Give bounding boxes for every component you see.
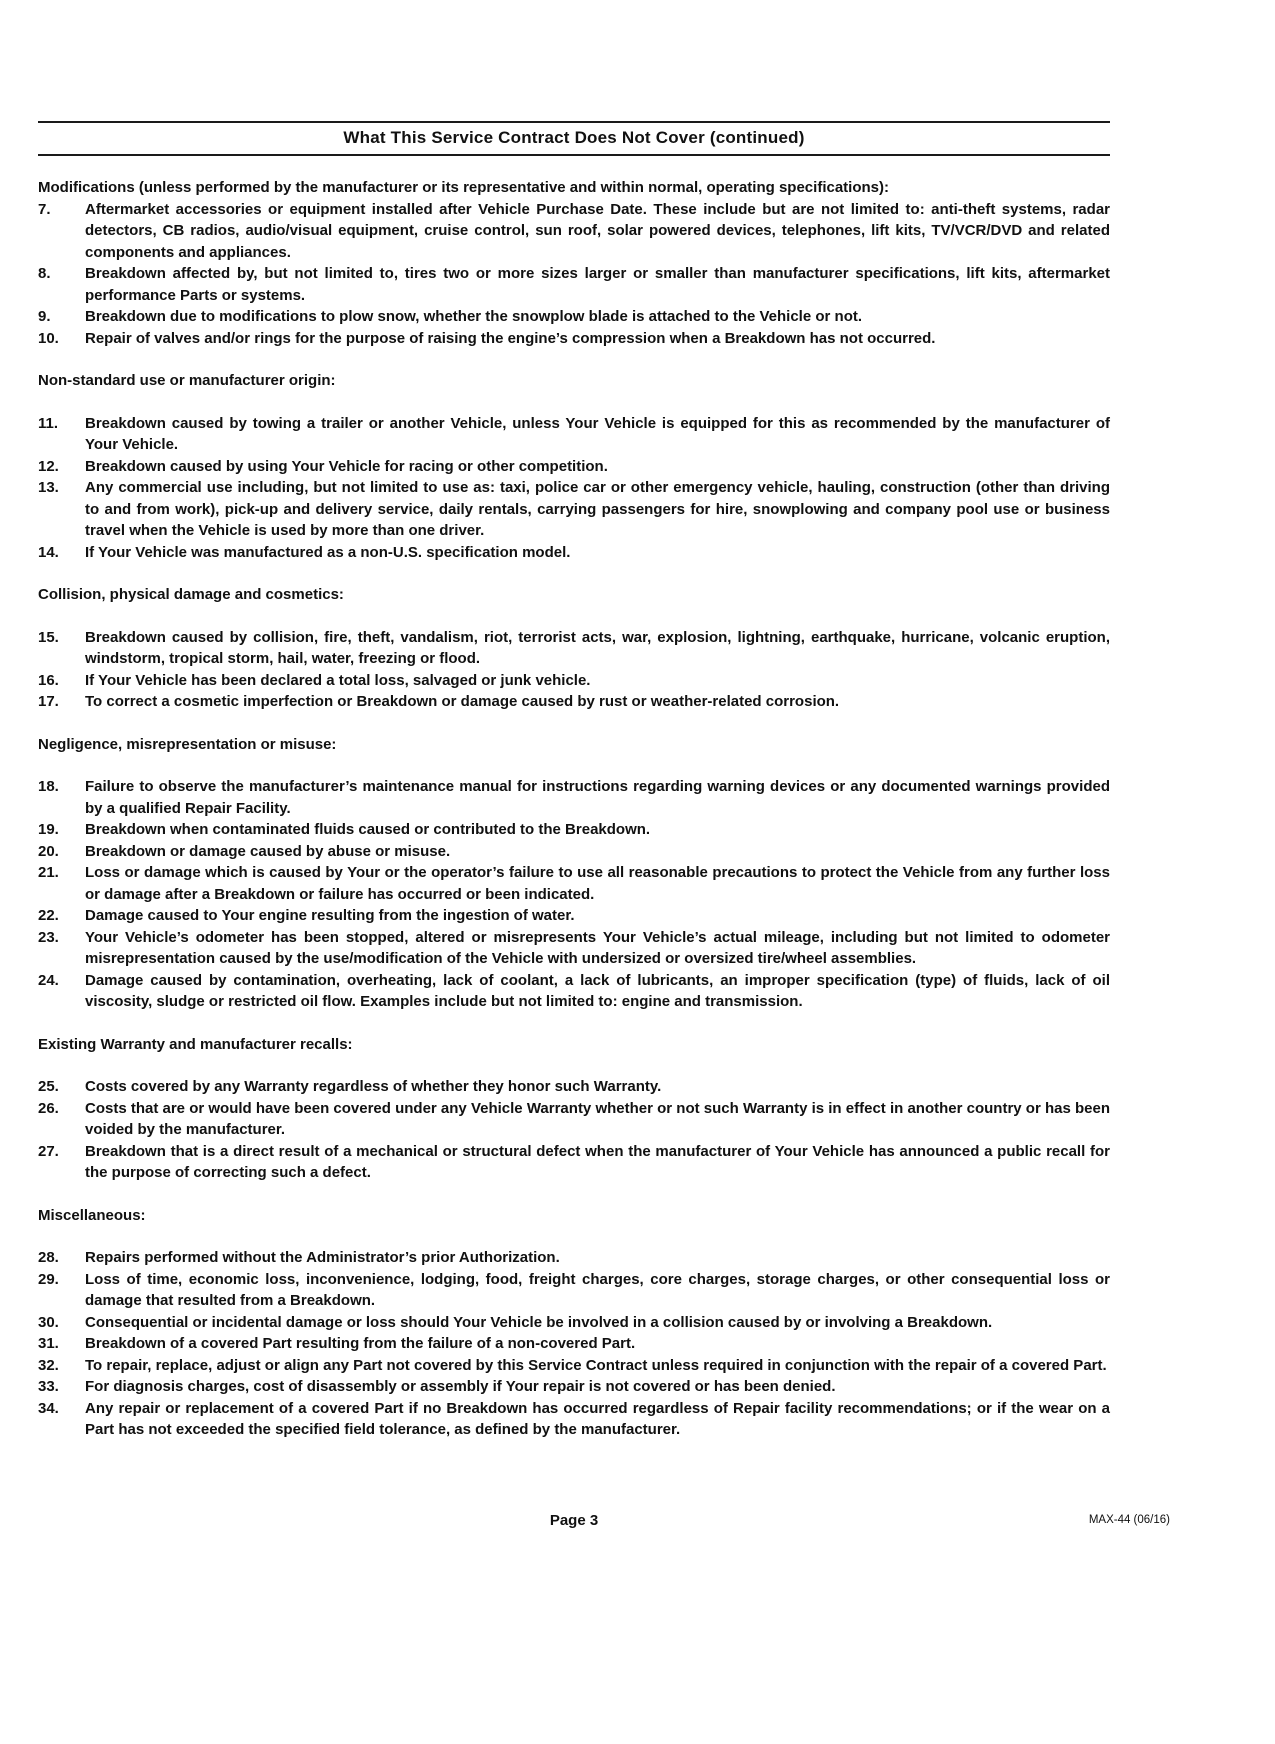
- section-heading: Modifications (unless performed by the manufacturer or its representative and within normal, operating specifications):: [38, 179, 889, 196]
- list-item: [38, 841, 1110, 863]
- item-text: Aftermarket accessories or equipment installed after Vehicle Purchase Date. These include but are not limited to: anti-theft systems, radar detectors, CB radios, audio/visual equipment, cruise control, sun roof, solar powered devices, telephones, lift kits, TV/VCR/DVD and related components and appliances.: [85, 200, 1110, 261]
- item-number: 12.: [38, 457, 59, 475]
- item-text: Damage caused to Your engine resulting from the ingestion of water.: [85, 907, 575, 924]
- doc-code: MAX-44 (06/16): [1088, 1514, 1170, 1526]
- item-number: 10.: [38, 329, 59, 347]
- item-text: Breakdown when contaminated fluids caused or contributed to the Breakdown.: [85, 821, 651, 838]
- list-item: [38, 1398, 1110, 1441]
- list-item: [38, 542, 1110, 564]
- list-item: [38, 1098, 1110, 1141]
- item-number: 29.: [38, 1270, 59, 1288]
- list-item: [38, 306, 1110, 328]
- list-item: [38, 1269, 1110, 1312]
- item-number: 17.: [38, 693, 59, 710]
- item-number: 11.: [38, 414, 59, 432]
- list-item: [38, 627, 1110, 670]
- page-title: What This Service Contract Does Not Cover (continued): [343, 128, 805, 147]
- item-text: Costs covered by any Warranty regardless of whether they honor such Warranty.: [85, 1078, 662, 1095]
- item-number: 21.: [38, 864, 59, 881]
- item-number: 25.: [38, 1078, 59, 1095]
- item-text: Your Vehicle’s odometer has been stopped, altered or misrepresents Your Vehicle’s actual mileage, including but not limited to odometer misrepresentation caused by the use/modification of the Vehicle with undersized or oversized tire/wheel assemblies.: [85, 928, 1110, 967]
- page-number: Page 3: [549, 1512, 599, 1529]
- item-text: Breakdown of a covered Part resulting from the failure of a non-covered Part.: [85, 1335, 636, 1352]
- list-item: [38, 1355, 1110, 1377]
- item-number: 23.: [38, 928, 59, 946]
- item-number: 14.: [38, 543, 59, 561]
- section-heading: Negligence, misrepresentation or misuse:: [38, 735, 337, 753]
- item-number: 16.: [38, 671, 59, 689]
- item-number: 9.: [38, 308, 51, 325]
- item-text: Damage caused by contamination, overheating, lack of coolant, a lack of lubricants, an improper specification (type) of fluids, lack of oil viscosity, sludge or restricted oil flow. Examples include but not limited to: engine and transmission.: [85, 971, 1110, 1010]
- item-number: 24.: [38, 971, 59, 989]
- item-text: Costs that are or would have been covered under any Vehicle Warranty whether or not such Warranty is in effect in another country or has been voided by the manufacturer.: [85, 1099, 1110, 1138]
- list-item: [38, 263, 1110, 306]
- list-item: [38, 776, 1110, 819]
- item-text: Breakdown due to modifications to plow snow, whether the snowplow blade is attached to the Vehicle or not.: [85, 308, 863, 325]
- list-item: [38, 905, 1110, 927]
- section-heading: Miscellaneous:: [38, 1206, 146, 1224]
- list-item: [38, 862, 1110, 905]
- item-number: 20.: [38, 842, 59, 860]
- item-number: 26.: [38, 1099, 59, 1117]
- item-text: Breakdown caused by using Your Vehicle for racing or other competition.: [85, 457, 608, 475]
- item-text: Breakdown caused by towing a trailer or another Vehicle, unless Your Vehicle is equipped for this as recommended by the manufacturer of Your Vehicle.: [85, 414, 1110, 453]
- list-item: [38, 691, 1110, 713]
- item-number: 28.: [38, 1249, 59, 1266]
- item-text: Breakdown affected by, but not limited to, tires two or more sizes larger or smaller than manufacturer specifications, lift kits, aftermarket performance Parts or systems.: [85, 265, 1110, 304]
- list-item: [38, 1312, 1110, 1334]
- list-item: [38, 1376, 1110, 1398]
- item-text: Loss of time, economic loss, inconvenience, lodging, food, freight charges, core charges, storage charges, or other consequential loss or damage that resulted from a Breakdown.: [85, 1270, 1110, 1309]
- item-number: 15.: [38, 628, 59, 646]
- list-item: [38, 456, 1110, 478]
- list-item: [38, 328, 1110, 350]
- section-heading: Non-standard use or manufacturer origin:: [38, 372, 336, 389]
- list-item: [38, 1141, 1110, 1184]
- item-number: 31.: [38, 1335, 59, 1352]
- item-text: Breakdown caused by collision, fire, theft, vandalism, riot, terrorist acts, war, explosion, lightning, earthquake, hurricane, volcanic eruption, windstorm, tropical storm, hail, water, freezing or flood.: [85, 628, 1110, 667]
- item-number: 27.: [38, 1142, 59, 1160]
- item-text: Consequential or incidental damage or loss should Your Vehicle be involved in a collision caused by or involving a Breakdown.: [85, 1313, 993, 1331]
- item-number: 19.: [38, 821, 59, 838]
- item-number: 34.: [38, 1399, 59, 1417]
- list-item: [38, 819, 1110, 841]
- item-number: 32.: [38, 1356, 59, 1374]
- contract-body: [38, 177, 1110, 1441]
- item-text: If Your Vehicle was manufactured as a non-U.S. specification model.: [85, 543, 571, 561]
- item-text: Any commercial use including, but not limited to use as: taxi, police car or other emergency vehicle, hauling, construction (other than driving to and from work), pick-up and delivery service, daily rentals, carrying passengers for hire, snowplowing and company pool use or business travel when the Vehicle is used by more than one driver.: [85, 479, 1110, 539]
- item-text: Any repair or replacement of a covered Part if no Breakdown has occurred regardless of Repair facility recommendations; or if the wear on a Part has not exceeded the specified field tolerance, as defined by the manufacturer.: [85, 1399, 1110, 1438]
- list-item: [38, 970, 1110, 1013]
- section-heading: Collision, physical damage and cosmetics:: [38, 586, 344, 603]
- list-item: [38, 1247, 1110, 1269]
- list-item: [38, 1333, 1110, 1355]
- item-text: Breakdown or damage caused by abuse or misuse.: [85, 842, 451, 860]
- item-text: Repair of valves and/or rings for the purpose of raising the engine’s compression when a Breakdown has not occurred.: [85, 329, 936, 347]
- title-band: [38, 121, 1110, 156]
- page-footer: [38, 1512, 1170, 1532]
- item-number: 7.: [38, 200, 51, 218]
- item-text: Loss or damage which is caused by Your or the operator’s failure to use all reasonable precautions to protect the Vehicle from any further loss or damage after a Breakdown or failure has occurred or been indicated.: [85, 864, 1110, 903]
- item-number: 8.: [38, 265, 51, 282]
- item-number: 13.: [38, 479, 59, 496]
- item-number: 18.: [38, 778, 59, 795]
- section-heading: Existing Warranty and manufacturer recalls:: [38, 1035, 353, 1053]
- item-text: Failure to observe the manufacturer’s maintenance manual for instructions regarding warning devices or any documented warnings provided by a qualified Repair Facility.: [85, 778, 1110, 817]
- item-text: To repair, replace, adjust or align any Part not covered by this Service Contract unless required in conjunction with the repair of a covered Part.: [85, 1356, 1107, 1374]
- item-text: Breakdown that is a direct result of a mechanical or structural defect when the manufacturer of Your Vehicle has announced a public recall for the purpose of correcting such a defect.: [85, 1142, 1110, 1181]
- item-number: 33.: [38, 1378, 59, 1395]
- list-item: [38, 670, 1110, 692]
- item-text: For diagnosis charges, cost of disassembly or assembly if Your repair is not covered or has been denied.: [85, 1378, 836, 1395]
- list-item: [38, 413, 1110, 456]
- item-number: 30.: [38, 1313, 59, 1331]
- list-item: [38, 1076, 1110, 1098]
- item-text: If Your Vehicle has been declared a total loss, salvaged or junk vehicle.: [85, 671, 591, 689]
- list-item: [38, 477, 1110, 542]
- list-item: [38, 199, 1110, 264]
- item-text: Repairs performed without the Administrator’s prior Authorization.: [85, 1249, 560, 1266]
- item-text: To correct a cosmetic imperfection or Breakdown or damage caused by rust or weather-related corrosion.: [85, 693, 840, 710]
- list-item: [38, 927, 1110, 970]
- item-number: 22.: [38, 907, 59, 924]
